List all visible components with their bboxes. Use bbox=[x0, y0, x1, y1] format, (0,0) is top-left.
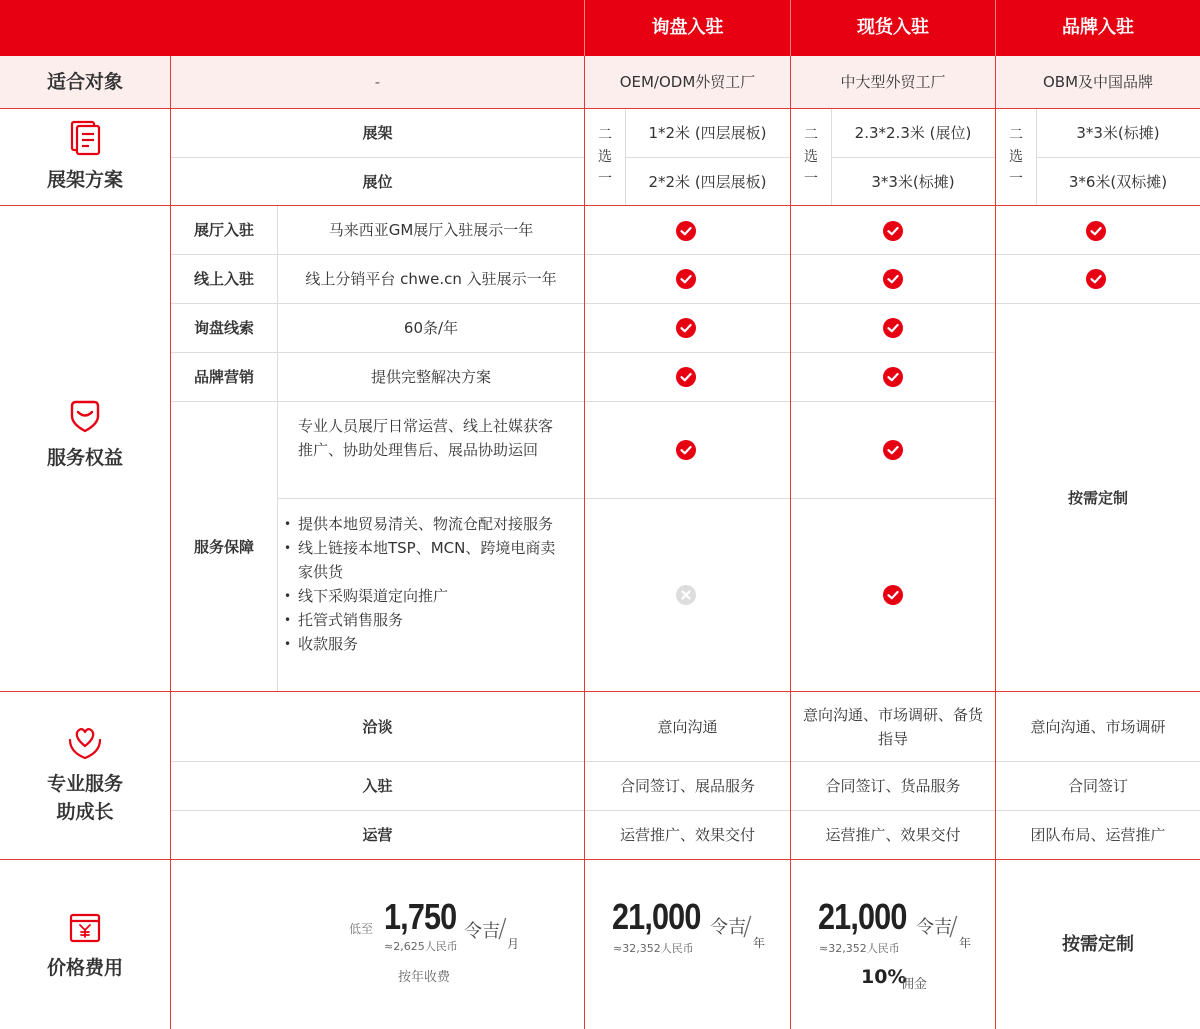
inner-col-divider bbox=[831, 109, 832, 205]
price-inquiry-amount: 21,000 bbox=[612, 896, 701, 937]
list-item: • 托管式销售服务 bbox=[284, 608, 564, 632]
growth-row-join: 入驻 bbox=[362, 777, 393, 795]
price-stock-amount: 21,000 bbox=[818, 896, 907, 937]
cross-disabled-icon bbox=[676, 585, 696, 605]
price-stock-unit: 令吉 bbox=[916, 917, 952, 938]
col-divider bbox=[584, 56, 585, 1029]
service-desc-showroom: 马来西亚GM展厅入驻展示一年 bbox=[328, 221, 534, 239]
growth-row-talk: 洽谈 bbox=[362, 717, 393, 736]
inner-col-divider bbox=[1036, 109, 1037, 205]
price-base-unit: 令吉 bbox=[464, 921, 500, 942]
price-inquiry-unit: 令吉 bbox=[710, 917, 746, 938]
growth-title-line1: 专业服务 bbox=[46, 773, 123, 795]
inner-divider bbox=[171, 761, 1200, 762]
service-label-guarantee: 服务保障 bbox=[193, 537, 254, 556]
check-icon bbox=[676, 367, 696, 387]
check-icon bbox=[883, 367, 903, 387]
price-base-rmb: ≈2,625人民币 bbox=[384, 940, 458, 953]
check-icon bbox=[1086, 221, 1106, 241]
check-icon bbox=[883, 318, 903, 338]
check-icon bbox=[676, 318, 696, 338]
check-icon bbox=[1086, 269, 1106, 289]
col-divider bbox=[995, 56, 996, 1029]
col-divider bbox=[790, 56, 791, 1029]
check-icon bbox=[883, 585, 903, 605]
inner-divider bbox=[171, 303, 1200, 304]
target-title: 适合对象 bbox=[46, 71, 123, 93]
check-icon bbox=[883, 269, 903, 289]
booth-inquiry-opt1: 1*2米 (四层展板) bbox=[648, 124, 767, 142]
row-divider bbox=[0, 859, 1200, 860]
list-item: • 收款服务 bbox=[284, 632, 564, 656]
price-stock-commission-label: 佣金 bbox=[901, 977, 928, 992]
booth-stock-opt2: 3*3米(标摊) bbox=[871, 172, 955, 191]
inner-divider bbox=[171, 810, 1200, 811]
inner-divider bbox=[171, 401, 995, 402]
col-divider bbox=[170, 56, 171, 1029]
choice-one-of-two: 二 选 一 bbox=[804, 127, 818, 187]
heart-bag-icon bbox=[66, 398, 104, 434]
price-title: 价格费用 bbox=[46, 957, 123, 979]
price-base-per: 月 bbox=[507, 937, 520, 951]
service-title: 服务权益 bbox=[46, 447, 123, 469]
check-icon bbox=[883, 440, 903, 460]
price-base-note: 按年收费 bbox=[398, 970, 451, 985]
inner-divider bbox=[831, 157, 995, 158]
service-label-marketing: 品牌营销 bbox=[193, 368, 254, 386]
row-divider bbox=[0, 205, 1200, 206]
growth-stock-operate: 运营推广、效果交付 bbox=[825, 826, 961, 844]
price-base-low: 低至 bbox=[349, 922, 374, 936]
check-icon bbox=[676, 221, 696, 241]
booth-title: 展架方案 bbox=[46, 169, 123, 191]
growth-brand-join: 合同签订 bbox=[1067, 777, 1128, 795]
booth-brand-opt1: 3*3米(标摊) bbox=[1076, 124, 1160, 142]
check-icon bbox=[883, 221, 903, 241]
target-plan-stock: 中大型外贸工厂 bbox=[840, 73, 946, 91]
target-base: - bbox=[374, 73, 381, 91]
choice-one-of-two: 二 选 一 bbox=[598, 127, 612, 187]
inner-divider bbox=[625, 157, 790, 158]
price-stock-rmb: ≈32,352人民币 bbox=[819, 942, 900, 955]
service-guarantee-desc: 专业人员展厅日常运营、线上社媒获客推广、协助处理售后、展品协助运回 bbox=[298, 417, 554, 459]
hands-heart-icon bbox=[66, 722, 104, 762]
plan-header-brand[interactable]: 品牌入驻 bbox=[1062, 17, 1134, 38]
target-plan-inquiry: OEM/ODM外贸工厂 bbox=[619, 73, 756, 91]
price-base-amount: 1,750 bbox=[384, 896, 457, 937]
growth-brand-talk: 意向沟通、市场调研 bbox=[1030, 717, 1166, 736]
booth-row-rack: 展架 bbox=[362, 124, 393, 142]
service-brand-custom: 按需定制 bbox=[1067, 488, 1128, 507]
price-inquiry-rmb: ≈32,352人民币 bbox=[613, 942, 694, 955]
target-plan-brand: OBM及中国品牌 bbox=[1042, 73, 1154, 91]
growth-inquiry-join: 合同签订、展品服务 bbox=[619, 777, 755, 795]
inner-divider bbox=[1036, 157, 1200, 158]
service-guarantee-bullets bbox=[284, 512, 564, 656]
price-stock-per: 年 bbox=[959, 936, 972, 950]
inner-divider bbox=[278, 498, 995, 499]
check-icon bbox=[676, 269, 696, 289]
row-divider bbox=[0, 691, 1200, 692]
price-inquiry-per: 年 bbox=[753, 936, 766, 950]
service-label-showroom: 展厅入驻 bbox=[193, 221, 254, 239]
service-desc-marketing: 提供完整解决方案 bbox=[370, 368, 491, 386]
price-stock-commission-pct: 10% bbox=[861, 966, 907, 988]
service-desc-leads: 60条/年 bbox=[403, 319, 459, 337]
price-inquiry-slash: / bbox=[743, 912, 752, 942]
check-icon bbox=[676, 440, 696, 460]
list-item: • 提供本地贸易清关、物流仓配对接服务 bbox=[284, 512, 564, 536]
growth-stock-join: 合同签订、货品服务 bbox=[825, 777, 961, 795]
choice-one-of-two: 二 选 一 bbox=[1009, 127, 1023, 187]
list-item: • 线下采购渠道定向推广 bbox=[284, 584, 564, 608]
growth-inquiry-talk: 意向沟通 bbox=[657, 717, 718, 736]
booth-inquiry-opt2: 2*2米 (四层展板) bbox=[648, 172, 767, 191]
inner-divider bbox=[171, 352, 995, 353]
growth-brand-operate: 团队布局、运营推广 bbox=[1030, 826, 1166, 844]
service-label-online: 线上入驻 bbox=[193, 270, 254, 288]
booth-brand-opt2: 3*6米(双标摊) bbox=[1068, 172, 1168, 191]
service-desc-online: 线上分销平台 chwe.cn 入驻展示一年 bbox=[305, 270, 557, 288]
service-label-leads: 询盘线索 bbox=[193, 319, 254, 337]
plan-header-inquiry[interactable]: 询盘入驻 bbox=[651, 17, 724, 38]
growth-stock-talk: 意向沟通、市场调研、备货指导 bbox=[802, 705, 983, 748]
list-item: • 线上链接本地TSP、MCN、跨境电商卖家供货 bbox=[284, 536, 564, 584]
booth-stock-opt1: 2.3*2.3米 (展位) bbox=[854, 124, 972, 142]
price-brand-custom: 按需定制 bbox=[1062, 933, 1134, 955]
row-divider bbox=[0, 108, 1200, 109]
price-stock-slash: / bbox=[949, 912, 958, 942]
inner-divider bbox=[171, 254, 1200, 255]
growth-title-line2: 助成长 bbox=[56, 801, 114, 823]
inner-divider bbox=[171, 157, 584, 158]
growth-inquiry-operate: 运营推广、效果交付 bbox=[619, 826, 755, 844]
price-base-slash: / bbox=[498, 914, 507, 944]
inner-col-divider bbox=[277, 206, 278, 691]
inner-col-divider bbox=[625, 109, 626, 205]
document-icon bbox=[68, 120, 102, 156]
yuan-box-icon bbox=[68, 910, 102, 944]
booth-row-stand: 展位 bbox=[362, 172, 393, 191]
growth-row-operate: 运营 bbox=[362, 826, 393, 844]
plan-header-stock[interactable]: 现货入驻 bbox=[857, 17, 929, 38]
